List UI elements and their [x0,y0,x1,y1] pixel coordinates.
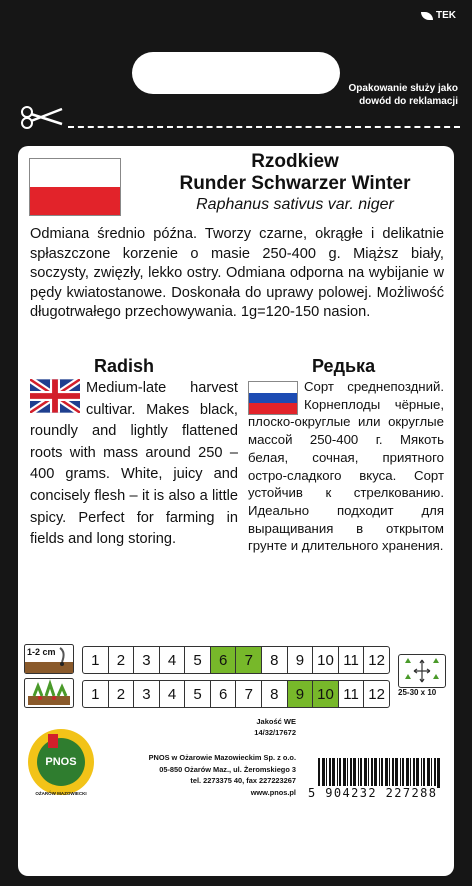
description-en: Medium-late harvest cultivar. Makes black, roundly and lightly flattened roots with mass around 250 – 400 grams. White, juicy and concisely flesh – it is also a little spicy. Perfect for farming in fields and long storing. [30,380,238,548]
scissors-icon [18,104,68,130]
sowing-month-9: 9 [288,647,314,673]
description-ru: Сорт среднепоздний. Корнеплоды чёрные, плоско-округлые или округлые массой 250-400 г. Мякоть белая, сочная, приятного остро-сладкого вкуса. Сорт устойчив к стрелкованию. Идеально подходит для выращивания в открытом грунте и длительного хранения. [248,379,444,554]
flag-russia [248,381,298,415]
sowing-depth-label: 1-2 cm [27,647,56,657]
sowing-month-5: 5 [185,647,211,673]
pnos-logo [26,724,96,800]
sowing-month-8: 8 [262,647,288,673]
sowing-month-6: 6 [211,647,237,673]
harvest-month-7: 7 [236,681,262,707]
harvest-icon [24,678,74,708]
sowing-month-11: 11 [339,647,365,673]
harvest-month-10: 10 [313,681,339,707]
harvest-month-9: 9 [288,681,314,707]
description-pl: Odmiana średnio późna. Tworzy czarne, okrągłe i delikatnie spłaszczone korzenie o masie 250-400 g. Miąższ biały, soczysty, zwięzły, lekko ostry. Odmiana odporna na wybijanie w pędy kwiatostanowe. Doskonała do uprawy polowej. Możliwość długotrwałego przechowywania. 1g=120-150 nasion. [30,226,444,320]
harvest-month-12: 12 [368,685,385,703]
harvest-month-8: 8 [262,681,288,707]
quality-code: 14/32/17672 [254,728,296,737]
logo-text: PNOS [45,756,77,768]
complaint-note: Opakowanie służy jako dowód do reklamacji [348,83,458,107]
harvest-month-5: 5 [185,681,211,707]
sowing-month-2: 2 [109,647,135,673]
hang-hole [132,52,340,94]
sowing-calendar [82,646,390,674]
producer-www[interactable]: www.pnos.pl [250,787,296,797]
sowing-depth-icon [24,644,74,674]
title-line2: Runder Schwarzer Winter [179,173,411,194]
flag-uk [30,379,80,413]
brand-label: TEK [436,10,456,21]
sowing-month-12: 12 [368,651,385,669]
producer-address: 05-850 Ożarów Maz., ul. Żeromskiego 3 [159,764,296,774]
cut-line [68,126,460,128]
harvest-month-4: 4 [160,681,186,707]
title-line1: Rzodkiew [251,151,339,172]
latin-name: Raphanus sativus var. niger [196,196,394,213]
product-title [130,150,460,215]
heading-en: Radish [94,356,155,376]
harvest-month-2: 2 [109,681,135,707]
logo-ring-text: OŻARÓW MAZOWIECKI [35,791,87,796]
quality-label: Jakość WE [256,717,296,726]
sowing-month-4: 4 [160,647,186,673]
plant-spacing-label: 25-30 x 10 [398,688,437,697]
sowing-month-7: 7 [236,647,262,673]
harvest-month-1: 1 [83,681,109,707]
flag-poland [29,158,121,216]
harvest-calendar [82,680,390,708]
harvest-month-3: 3 [134,681,160,707]
producer-phone: tel. 2273375 40, fax 227223267 [190,776,296,785]
barcode [310,758,448,808]
heading-ru: Редька [312,356,376,376]
producer-info [100,752,296,798]
producer-name: PNOS w Ożarowie Mazowieckim Sp. z o.o. [148,753,296,762]
brand-tek [421,10,456,21]
leaf-icon [421,12,433,20]
plant-spacing-icon [398,654,446,688]
sowing-month-1: 1 [83,647,109,673]
sowing-month-3: 3 [134,647,160,673]
sowing-month-10: 10 [313,647,339,673]
quality-info [100,716,296,738]
harvest-month-6: 6 [211,681,237,707]
ean-number: 5 904232 227288 [308,786,438,800]
harvest-month-11: 11 [339,681,365,707]
